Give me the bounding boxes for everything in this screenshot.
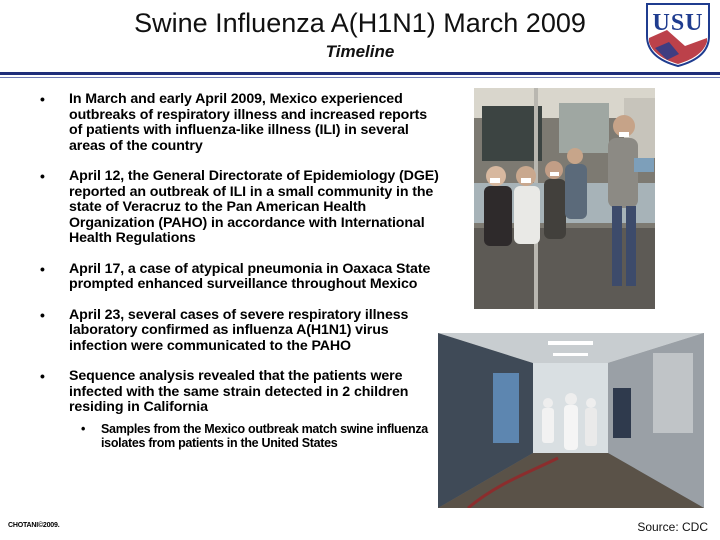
subway-masks-photo [474,88,655,309]
bullet-item: • In March and early April 2009, Mexico experienced outbreaks of respiratory illness and increased reports of patients with influenza-like illness (ILI) in several areas of the country [22,92,442,154]
copyright-notice: CHOTANI©2009. [8,522,60,529]
slide-subtitle: Timeline [325,42,395,61]
bullet-item-text: Sequence analysis revealed that the patients were infected with the same strain detected in 2 children residing in California [69,368,409,415]
bullet-item [22,369,442,450]
bullet-item: • April 17, a case of atypical pneumonia in Oaxaca State prompted enhanced surveillance throughout Mexico [22,262,442,293]
bullet-item: • April 23, several cases of severe respiratory illness laboratory confirmed as influenza A(H1N1) virus infection were communicated to the PAHO [22,308,442,355]
usu-logo [645,2,711,68]
source-note: Source: CDC [637,520,708,534]
title-rule [0,72,720,75]
timeline-bullets [22,92,442,465]
bullet-item: • April 12, the General Directorate of Epidemiology (DGE) reported an outbreak of ILI in a small community in the state of Veracruz to the Pan American Health Organization (PAHO) in accordance with International Health Regulations [22,169,442,247]
disinfection-hallway-photo [438,333,704,508]
title-rule-thin [0,77,720,78]
sub-bullets [69,422,442,450]
sub-bullet-item: • Samples from the Mexico outbreak match swine influenza isolates from patients in the United States [69,422,442,450]
logo-text: USU [652,10,704,36]
slide-title: Swine Influenza A(H1N1) March 2009 [134,8,586,38]
